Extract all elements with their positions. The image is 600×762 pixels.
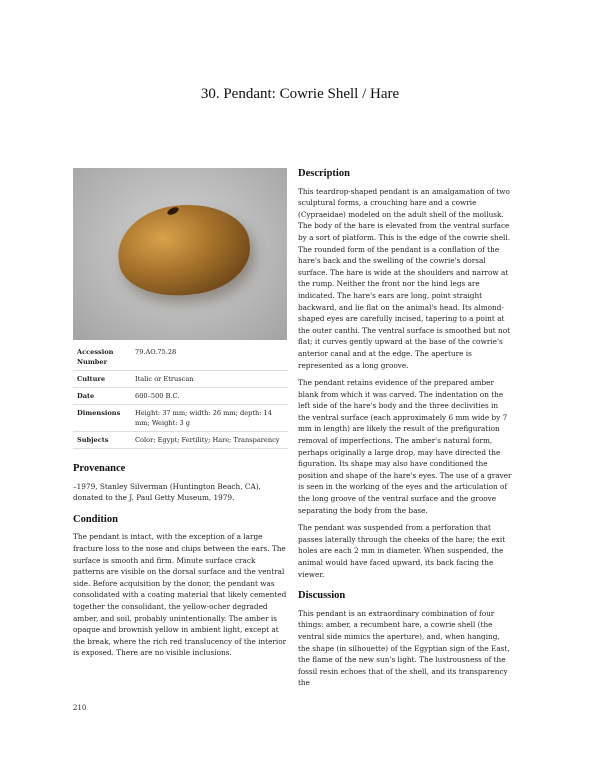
condition-text: The pendant is intact, with the exception of a large fracture loss to the nose and chips between the ears. The surface is smooth and firm. Minute surface crack patterns are visible on the dorsal surface and the ventral side. Before acquisition by the donor, the pendant was consolidated with a coating material that likely cemented together the consolidant, the yellow-ocher degraded amber, and soil, probably unintentionally. The amber is opaque and brownish yellow in ambient light, except at the break, where the rich red translucency of the interior is exposed. There are no visible inclusions. [73, 532, 287, 658]
amber-pendant-image [114, 198, 255, 301]
right-column [298, 168, 512, 695]
table-row [73, 344, 288, 371]
discussion-text: This pendant is an extraordinary combination of four things: amber, a recumbent hare, a cowrie shell (the ventral side mimics the aperture), and, when hanging, the shape (in silhouette) of the Egyptian sign of the East, the flame of the new sun's light. The lustrousness of the fossil resin echoes that of the shell, and its transparency the [298, 608, 510, 688]
table-row [73, 405, 288, 432]
page-title: 30. Pendant: Cowrie Shell / Hare [200, 86, 400, 102]
provenance-heading: Provenance [73, 463, 126, 474]
detail-label: Subjects [73, 432, 131, 449]
description-paragraph: The pendant was suspended from a perforation that passes laterally through the cheeks of the hare; the exit holes are each 2 mm in diameter. When suspended, the animal would have faced upward, its back facing the viewer. [298, 523, 506, 579]
discussion-heading: Discussion [298, 590, 346, 602]
object-photo [73, 168, 287, 340]
detail-label: Accession Number [73, 344, 131, 371]
details-table [73, 344, 288, 449]
detail-label: Culture [73, 371, 131, 388]
description-heading: Description [298, 168, 350, 179]
left-column [73, 344, 288, 665]
table-row [73, 432, 288, 449]
provenance-text: –1979, Stanley Silverman (Huntington Beach, CA), donated to the J. Paul Getty Museum, 1979. [73, 481, 261, 503]
page-number: 210 [73, 704, 87, 712]
detail-value: 79.AO.75.28 [131, 344, 288, 371]
detail-value: Color; Egypt; Fertility; Hare; Transparency [131, 432, 288, 449]
condition-heading: Condition [73, 513, 118, 525]
detail-value: 600–500 B.C. [131, 388, 288, 405]
detail-label: Date [73, 388, 131, 405]
description-paragraph: The pendant retains evidence of the prepared amber blank from which it was carved. The indentation on the left side of the hare's body and the three declivities in the ventral surface (each approximately 6 mm wide by 7 mm in length) are likely the result of the prefiguration removal of imperfections. The amber's natural form, perhaps originally a large drop, may have directed the figuration. Its shape may also have conditioned the position and shape of the hare's eyes. The use of a graver is seen in the working of the eyes and the articulation of the long groove of the ventral surface and the groove separating the body from the base. [298, 378, 512, 515]
table-row [73, 371, 288, 388]
description-paragraph: This teardrop-shaped pendant is an amalgamation of two sculptural forms, a crouching hare and a cowrie (Cypraeidae) modeled on the adult shell of the mollusk. The body of the hare is elevated from the ventral surface by a sort of platform. This is the edge of the cowrie shell. The rounded form of the pendant is a conflation of the hare's back and the swelling of the cowrie's dorsal surface. The hare is wide at the shoulders and narrow at the rump. Neither the front nor the hind legs are indicated. The hare's ears are long, point straight backward, and lie flat on the animal's head. Its almond-shaped eyes are carefully incised, tapering to a point at the outer canthi. The ventral surface is smoothed but not flat; it curves gently upward at the base of the cowrie's anterior canal and at the edge. The aperture is represented as a long groove. [298, 186, 511, 370]
detail-value: Italic or Etruscan [131, 371, 288, 388]
detail-value: Height: 37 mm; width: 26 mm; depth: 14 mm; Weight: 3 g [131, 405, 288, 432]
table-row [73, 388, 288, 405]
detail-label: Dimensions [73, 405, 131, 432]
